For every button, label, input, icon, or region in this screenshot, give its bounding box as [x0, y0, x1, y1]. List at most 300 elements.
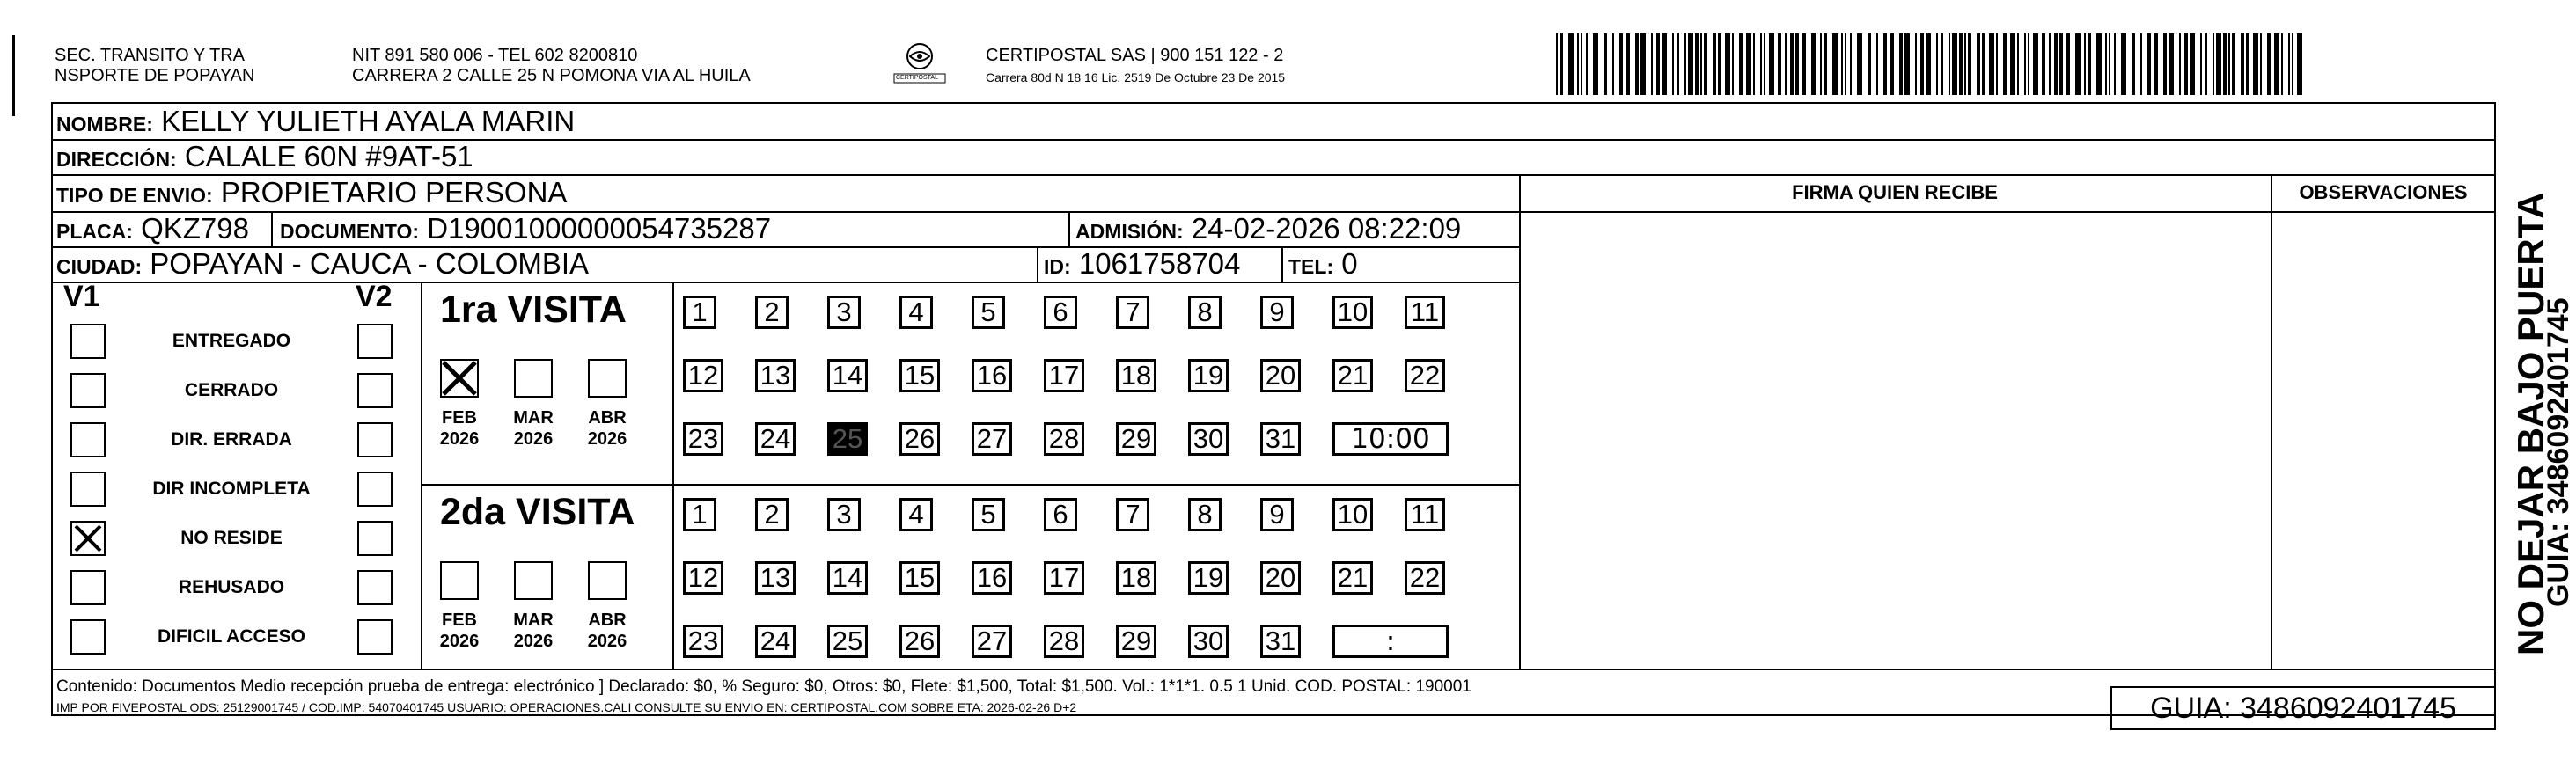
visit-month-year: 2026 [513, 429, 554, 449]
barcode-bar [1612, 33, 1614, 95]
barcode-bar [2200, 33, 2202, 95]
barcode-bar [1941, 33, 1943, 95]
visit-day-box[interactable] [683, 422, 723, 456]
barcode-bar [1959, 33, 1963, 95]
name-label: NOMBRE: [56, 113, 153, 135]
barcode-bar [2179, 33, 2181, 95]
barcode-bar [1700, 33, 1702, 95]
visit-day-box[interactable] [755, 296, 789, 329]
visit-day-box[interactable] [755, 561, 796, 595]
barcode [1556, 33, 2308, 95]
barcode-bar [1656, 33, 1660, 95]
status-label: ENTREGADO [172, 331, 291, 351]
barcode-bar [1785, 33, 1787, 95]
visit-day-box[interactable] [899, 359, 940, 392]
visit-day-box[interactable] [1405, 296, 1445, 329]
barcode-bar [1857, 33, 1862, 95]
barcode-bar [1845, 33, 1846, 95]
barcode-bar [2190, 33, 2195, 95]
visit-month-name: ABR [588, 611, 627, 630]
visit-day-box[interactable] [1188, 422, 1229, 456]
visit-day-number: 14 [832, 562, 863, 593]
barcode-bar [2024, 33, 2026, 95]
visit-title: 1ra VISITA [440, 289, 627, 331]
carrier-line-2: Carrera 80d N 18 16 Lic. 2519 De Octubre 23 De 2015 [986, 70, 1286, 84]
visit-day-box[interactable] [972, 498, 1005, 531]
visit-month-year: 2026 [587, 632, 627, 651]
barcode-bar [1790, 33, 1794, 95]
visit-month-name: FEB [442, 611, 477, 630]
barcode-bar [1626, 33, 1630, 95]
visit-day-number: 27 [976, 625, 1008, 656]
barcode-bar [2281, 33, 2283, 95]
visit-day-box[interactable] [1332, 498, 1373, 531]
visit-day-number: 30 [1193, 423, 1224, 454]
barcode-bar [1982, 33, 1985, 95]
visit-day-number: 11 [1410, 296, 1440, 327]
barcode-bar [2169, 33, 2174, 95]
visit-day-number: 18 [1120, 562, 1152, 593]
visit-day-number: 24 [760, 423, 791, 454]
visit-day-number: 2 [764, 499, 780, 530]
visit-day-number: 6 [1053, 296, 1068, 327]
barcode-bar [1811, 33, 1816, 95]
plate-value: QKZ798 [141, 212, 249, 245]
cell-divider [1037, 246, 1038, 282]
visit-row-divider [421, 484, 1521, 486]
signature-column-header: FIRMA QUIEN RECIBE [1792, 181, 1998, 203]
barcode-bar [2228, 33, 2230, 95]
visit-day-number: 29 [1120, 423, 1152, 454]
barcode-bar [1920, 33, 1924, 95]
observations-column-header: OBSERVACIONES [2299, 181, 2468, 203]
visit-day-box[interactable] [683, 359, 723, 392]
id-value: 1061758704 [1078, 247, 1241, 280]
barcode-bar [2096, 33, 2102, 95]
barcode-bar [1832, 33, 1838, 95]
visit-day-box[interactable] [1044, 625, 1084, 658]
ship-type-label: TIPO DE ENVIO: [56, 184, 213, 207]
visit-day-number: 17 [1048, 360, 1080, 391]
barcode-bar [2163, 33, 2167, 95]
visit-day-box[interactable] [1044, 498, 1077, 531]
barcode-bar [1968, 33, 1971, 95]
visit-day-box[interactable] [1188, 296, 1222, 329]
barcode-bar [2232, 33, 2235, 95]
visit-day-number: 12 [687, 562, 719, 593]
visit-day-box[interactable] [1116, 561, 1156, 595]
barcode-bar [2075, 33, 2081, 95]
visit-day-box[interactable] [1405, 498, 1445, 531]
barcode-bar [2147, 33, 2151, 95]
visit-day-number: 22 [1409, 360, 1441, 391]
visit-day-box[interactable] [1332, 561, 1373, 595]
visit-day-number: 7 [1125, 296, 1141, 327]
visit-day-number: 25 [832, 625, 863, 656]
cell-divider [1281, 246, 1283, 282]
status-v2-checkbox[interactable] [357, 521, 393, 556]
tel-field [1288, 248, 1358, 282]
visit-day-box[interactable] [1332, 359, 1373, 392]
document-label: DOCUMENTO: [280, 220, 420, 243]
barcode-bar [2267, 33, 2271, 95]
status-v2-checkbox[interactable] [357, 619, 393, 655]
status-v2-checkbox[interactable] [357, 570, 393, 605]
visit-day-number: 31 [1265, 625, 1296, 656]
visit-day-box[interactable] [1260, 422, 1301, 456]
observations-area[interactable] [2272, 211, 2494, 667]
barcode-bar [1764, 33, 1765, 95]
address-field [56, 141, 473, 175]
barcode-bar [2105, 33, 2107, 95]
barcode-bar [2297, 33, 2302, 95]
barcode-bar [2274, 33, 2279, 95]
visit-day-number: 22 [1409, 562, 1441, 593]
status-label: DIR INCOMPLETA [152, 479, 311, 499]
barcode-bar [1619, 33, 1623, 95]
visit-day-number: 10 [1337, 296, 1369, 327]
document-field [280, 213, 771, 247]
visit-day-box[interactable] [1116, 296, 1149, 329]
visit-day-box[interactable] [1188, 625, 1229, 658]
visit-day-box[interactable] [755, 498, 789, 531]
admission-label: ADMISIÓN: [1075, 220, 1184, 243]
visit-day-box[interactable] [1116, 625, 1156, 658]
visit-day-box[interactable] [899, 296, 933, 329]
barcode-bar [2241, 33, 2244, 95]
visit-day-number: 14 [832, 360, 863, 391]
visit-day-number: 21 [1337, 360, 1369, 391]
barcode-bar [1560, 33, 1563, 95]
visit-day-box[interactable] [899, 561, 940, 595]
barcode-bar [2028, 33, 2029, 95]
status-v1-checkbox[interactable] [70, 373, 106, 408]
tel-value: 0 [1341, 247, 1358, 280]
visit-day-number: 23 [687, 625, 719, 656]
status-v1-checkbox[interactable] [70, 472, 106, 507]
address-value: CALALE 60N #9AT-51 [184, 140, 473, 172]
visit-day-box[interactable] [1044, 422, 1084, 456]
barcode-bar [2292, 33, 2293, 95]
barcode-bar [2066, 33, 2070, 95]
id-field [1044, 248, 1240, 282]
footer-guide-number: GUIA: 3486092401745 [2150, 691, 2456, 725]
barcode-bar [2205, 33, 2207, 95]
carrier-line-1: CERTIPOSTAL SAS | 900 151 122 - 2 [986, 46, 1284, 65]
visit-day-number: 20 [1265, 562, 1296, 593]
barcode-bar [2184, 33, 2188, 95]
barcode-bar [1662, 33, 1667, 95]
visit-day-number: 31 [1265, 423, 1296, 454]
barcode-bar [1688, 33, 1693, 95]
visit-day-number: 15 [904, 360, 936, 391]
visit-month-year: 2026 [587, 429, 627, 449]
visit-day-box[interactable] [755, 359, 796, 392]
visit-month-name: ABR [588, 408, 627, 428]
admission-value: 24-02-2026 08:22:09 [1191, 212, 1462, 245]
visit-day-box[interactable] [827, 561, 868, 595]
visit-day-number: 10 [1337, 499, 1369, 530]
barcode-bar [1904, 33, 1910, 95]
barcode-bar [1713, 33, 1716, 95]
barcode-bar [2288, 33, 2290, 95]
barcode-bar [1677, 33, 1679, 95]
document-value: D19001000000054735287 [427, 212, 772, 245]
barcode-bar [1915, 33, 1917, 95]
nit-line-1: NIT 891 580 006 - TEL 602 8200810 [352, 46, 638, 65]
visit-day-box[interactable] [683, 625, 723, 658]
visit-month-checkbox[interactable] [440, 561, 479, 600]
barcode-bar [1586, 33, 1588, 95]
barcode-bar [2033, 33, 2038, 95]
barcode-bar [1850, 33, 1852, 95]
barcode-bar [1604, 33, 1607, 95]
status-v2-checkbox[interactable] [357, 422, 393, 457]
visit-day-number: 4 [908, 499, 924, 530]
barcode-bar [1926, 33, 1931, 95]
visit-day-box[interactable] [972, 422, 1012, 456]
visit-day-number: 26 [904, 625, 936, 656]
visit-day-number: 23 [687, 423, 719, 454]
visit-day-number: 18 [1120, 360, 1152, 391]
visit-day-number: 3 [836, 296, 852, 327]
barcode-bar [2246, 33, 2249, 95]
visit-month-year: 2026 [513, 632, 554, 651]
barcode-bar [1820, 33, 1822, 95]
barcode-bar [1868, 33, 1871, 95]
visit-day-box[interactable] [755, 625, 796, 658]
visit-day-number: 21 [1337, 562, 1369, 593]
barcode-bar [2154, 33, 2158, 95]
visit-day-number: 9 [1269, 296, 1285, 327]
barcode-bar [2140, 33, 2142, 95]
visit-day-box[interactable] [683, 561, 723, 595]
status-label: NO RESIDE [180, 528, 283, 548]
visit-time-box[interactable]: 10:00 [1332, 422, 1449, 456]
cell-divider [271, 211, 273, 246]
visit-day-box[interactable] [1116, 498, 1149, 531]
visit-title: 2da VISITA [440, 491, 635, 533]
visit-day-number: 9 [1269, 499, 1285, 530]
visit-day-box[interactable] [827, 498, 861, 531]
visit-day-number: 11 [1410, 499, 1440, 530]
barcode-bar [2216, 33, 2221, 95]
ship-type-value: PROPIETARIO PERSONA [220, 176, 568, 208]
visit-day-number: 19 [1193, 360, 1224, 391]
visit-day-box[interactable] [1188, 561, 1229, 595]
barcode-bar [1568, 33, 1574, 95]
barcode-bar [1577, 33, 1579, 95]
status-label: CERRADO [184, 380, 279, 400]
visit-day-box[interactable] [1188, 359, 1229, 392]
sender-line-2: NSPORTE DE POPAYAN [55, 66, 255, 85]
visit-day-number: 26 [904, 423, 936, 454]
barcode-bar [1824, 33, 1827, 95]
v1-label: V1 [63, 280, 100, 313]
status-v1-checkbox[interactable] [70, 324, 106, 359]
visit-day-number: 6 [1053, 499, 1068, 530]
margin-mark [12, 35, 15, 116]
visit-day-box[interactable] [972, 561, 1012, 595]
visit-day-box[interactable] [683, 498, 716, 531]
address-label: DIRECCIÓN: [56, 148, 177, 171]
visit-day-number: 25 [832, 423, 863, 454]
status-v1-checkbox[interactable] [70, 619, 106, 655]
visit-day-number: 8 [1197, 499, 1213, 530]
barcode-bar [1753, 33, 1755, 95]
visit-day-box[interactable] [827, 296, 861, 329]
barcode-bar [2003, 33, 2007, 95]
barcode-bar [1949, 33, 1950, 95]
plate-field [56, 213, 249, 247]
city-label: CIUDAD: [56, 255, 143, 278]
visit-day-box[interactable] [1116, 359, 1156, 392]
visit-day-box[interactable] [1260, 561, 1301, 595]
barcode-bar [2054, 33, 2058, 95]
status-label: REHUSADO [178, 577, 285, 597]
visit-day-box[interactable] [972, 359, 1012, 392]
visit-day-number: 8 [1197, 296, 1213, 327]
visit-day-box[interactable] [827, 422, 868, 456]
barcode-bar [2132, 33, 2135, 95]
visit-day-number: 19 [1193, 562, 1224, 593]
logo-wordmark: CERTIPOSTAL [896, 75, 938, 81]
side-guide: GUIA: 3486092401745 [2542, 297, 2575, 607]
barcode-bar [1635, 33, 1639, 95]
admission-field [1075, 213, 1461, 247]
barcode-bar [2049, 33, 2051, 95]
visit-day-box[interactable] [1260, 296, 1294, 329]
visit-day-number: 29 [1120, 625, 1152, 656]
visit-day-box[interactable] [683, 296, 716, 329]
visit-day-number: 5 [980, 296, 996, 327]
barcode-bar [1977, 33, 1980, 95]
visit-day-box[interactable] [755, 422, 796, 456]
barcode-bar [2088, 33, 2091, 95]
barcode-bar [1802, 33, 1806, 95]
status-v2-checkbox[interactable] [357, 472, 393, 507]
barcode-bar [2017, 33, 2019, 95]
city-field [56, 248, 589, 282]
visit-day-box[interactable] [1116, 422, 1156, 456]
visit-day-number: 16 [976, 360, 1008, 391]
barcode-bar [1718, 33, 1721, 95]
visit-time-box[interactable]: : [1332, 625, 1449, 658]
visit-month-checkbox[interactable] [514, 359, 553, 398]
nit-line-2: CARRERA 2 CALLE 25 N POMONA VIA AL HUILA [352, 66, 751, 85]
plate-label: PLACA: [56, 220, 133, 243]
visit-day-box[interactable] [1260, 625, 1301, 658]
barcode-bar [1890, 33, 1894, 95]
sender-line-1: SEC. TRANSITO Y TRA [55, 46, 245, 65]
barcode-bar [1841, 33, 1843, 95]
ship-type-field [56, 177, 567, 211]
visit-month-year: 2026 [439, 632, 480, 651]
barcode-bar [1581, 33, 1582, 95]
visit-month-checkbox[interactable] [588, 561, 627, 600]
barcode-bar [1732, 33, 1734, 95]
visit-day-box[interactable] [1188, 498, 1222, 531]
barcode-bar [1795, 33, 1799, 95]
id-label: ID: [1044, 255, 1071, 278]
visit-day-number: 1 [692, 296, 708, 327]
footer-content-line: Contenido: Documentos Medio recepción prueba de entrega: electrónico ] Declarado: $0, % Seguro: $0, Otros: $0, Flete: $1,500, Total: $1,500. Vol.: 1*1*1. 0.5 1 Unid. COD. POSTAL: 190001 [56, 677, 1471, 696]
visit-day-box[interactable] [1260, 498, 1294, 531]
visit-day-box[interactable] [972, 625, 1012, 658]
status-v2-checkbox[interactable] [357, 373, 393, 408]
visit-day-number: 28 [1048, 625, 1080, 656]
barcode-bar [2084, 33, 2086, 95]
visit-day-box[interactable] [899, 422, 940, 456]
status-v2-checkbox[interactable] [357, 324, 393, 359]
visit-day-number: 4 [908, 296, 924, 327]
barcode-bar [1989, 33, 1994, 95]
barcode-bar [1640, 33, 1646, 95]
barcode-bar [1672, 33, 1674, 95]
status-v1-checkbox[interactable] [70, 422, 106, 457]
barcode-bar [1883, 33, 1887, 95]
visit-day-box[interactable] [1044, 561, 1084, 595]
barcode-bar [1651, 33, 1653, 95]
status-v1-checkbox[interactable] [70, 570, 106, 605]
visit-month-checkbox[interactable] [440, 359, 479, 398]
status-divider [421, 282, 422, 669]
visit-day-number: 17 [1048, 562, 1080, 593]
visit-day-box[interactable] [1332, 296, 1373, 329]
visit-day-box[interactable] [899, 625, 940, 658]
barcode-bar [1684, 33, 1686, 95]
visit-day-number: 24 [760, 625, 791, 656]
side-warning: NO DEJAR BAJO PUERTA [2510, 192, 2551, 655]
signature-area[interactable] [1521, 211, 2269, 667]
visit-day-box[interactable] [827, 625, 868, 658]
visit-day-box[interactable] [1044, 359, 1084, 392]
visit-day-number: 2 [764, 296, 780, 327]
barcode-bar [2213, 33, 2214, 95]
visit-day-box[interactable] [827, 359, 868, 392]
barcode-bar [1952, 33, 1957, 95]
visit-day-box[interactable] [899, 498, 933, 531]
barcode-bar [2109, 33, 2110, 95]
barcode-bar [2260, 33, 2262, 95]
visit-day-box[interactable] [1044, 296, 1077, 329]
visit-month-name: FEB [442, 408, 477, 428]
visit-day-box[interactable] [1260, 359, 1301, 392]
visit-day-box[interactable] [972, 296, 1005, 329]
visit-day-number: 5 [980, 499, 996, 530]
visit-day-box[interactable] [1405, 359, 1445, 392]
barcode-bar [1556, 33, 1558, 95]
barcode-bar [1899, 33, 1903, 95]
visit-day-number: 13 [760, 562, 791, 593]
visit-day-number: 30 [1193, 625, 1224, 656]
status-v1-checkbox[interactable] [70, 521, 106, 556]
visit-month-checkbox[interactable] [514, 561, 553, 600]
visit-day-box[interactable] [1405, 561, 1445, 595]
visit-month-checkbox[interactable] [588, 359, 627, 398]
barcode-bar [1936, 33, 1938, 95]
name-field [56, 106, 575, 140]
barcode-bar [2253, 33, 2258, 95]
barcode-bar [1725, 33, 1730, 95]
cell-divider [1068, 211, 1070, 246]
city-value: POPAYAN - CAUCA - COLOMBIA [150, 247, 590, 280]
barcode-bar [1695, 33, 1699, 95]
visit-day-number: 7 [1125, 499, 1141, 530]
visit-day-number: 27 [976, 423, 1008, 454]
barcode-bar [1746, 33, 1751, 95]
barcode-bar [1996, 33, 1998, 95]
